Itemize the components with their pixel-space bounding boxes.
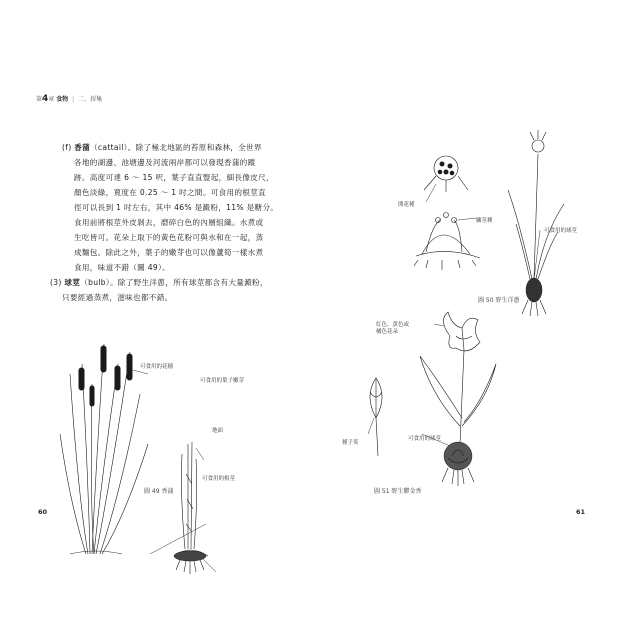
label-onion-edible-bulb: 可食用的球莖: [544, 228, 578, 234]
leader-bulblet: [458, 218, 476, 220]
text-line: 食用，味道不錯（圖 49）。: [74, 263, 171, 272]
text-line: 成麵包。除此之外，葉子的嫩芽也可以像蘆筍一樣水煮: [74, 248, 264, 257]
leader-tulip-flower: [434, 324, 444, 326]
label-bulblet: 鱗莖種: [476, 218, 493, 224]
label-edible-rootstock: 可食用的根莖: [202, 476, 236, 482]
text-line-content: （bulb）。除了野生洋蔥，所有球莖都含有大量澱粉，: [80, 278, 268, 287]
text-line: 只要經過蒸煮，滋味也都不錯。: [62, 293, 173, 302]
onion-flower-head-drawing: [424, 156, 468, 192]
onion-bulblet-clump-drawing: [414, 213, 480, 271]
text-line: 徑可以長到 1 吋左右，其中 46% 是澱粉，11% 是糖分。: [74, 203, 279, 212]
header-separator: |: [72, 96, 75, 103]
tulip-seed-pod-drawing: [370, 378, 382, 456]
figure-51-caption: 圖 51 野生鬱金香: [374, 488, 422, 495]
label-tulip-flower: 紅色、黃色或 橘色花朵: [376, 322, 410, 335]
leader-ground: [150, 524, 206, 554]
page-number-right: 61: [576, 508, 586, 516]
text-line: [44, 140, 310, 155]
left-page: [30, 94, 312, 526]
text-line: 跡。高度可達 6 ～ 15 呎，葉子直直豎起，細長像皮尺，: [74, 173, 274, 182]
right-page: [312, 94, 602, 526]
wild-onion-illustration: [312, 94, 602, 274]
label-tulip-edible-bulb: 可食用的球莖: [408, 436, 442, 442]
text-line: 顏色淡綠，寬度在 0.25 ～ 1 吋之間。可食用的根莖直: [74, 188, 266, 197]
chapter-prefix: 第: [36, 96, 43, 103]
label-ground: 地面: [212, 428, 224, 434]
figure-49-caption: 圖 49 香蒲: [144, 488, 174, 495]
label-edible-leaf-shoot: 可食用的葉子嫩芽: [200, 378, 245, 384]
text-line: 食用前將根莖外皮剝去，磨碎白色的內層組織。水煮或: [74, 218, 264, 227]
leader-flower: [133, 370, 148, 374]
cattail-shoot-drawing: [174, 442, 208, 574]
label-edible-flower-spike: 可食用的花穗: [140, 364, 174, 370]
text-line: 生吃皆可。花朵上取下的黃色花粉可與水和在一起，蒸: [74, 233, 264, 242]
page-number-left: 60: [38, 508, 48, 516]
label-seed-pod: 種子莢: [342, 440, 359, 446]
chapter-number: 4: [42, 94, 49, 104]
leader-flower-head: [426, 184, 436, 202]
text-line-content: （cattail）。除了極北地區的苔原和森林，全世界: [90, 143, 262, 152]
item-marker: (3): [50, 278, 62, 287]
body-text: [44, 140, 310, 305]
chapter-suffix: 章: [48, 96, 55, 103]
label-flower-head: 開花種: [398, 202, 415, 208]
chapter-title: 食物: [56, 96, 69, 103]
text-line: [44, 275, 310, 290]
leader-seed-pod: [368, 418, 374, 434]
tulip-plant-drawing: [420, 312, 496, 486]
figure-50-caption: 圖 50 野生洋蔥: [478, 297, 520, 304]
running-header: [36, 94, 102, 104]
text-line: 各地的湖邊、池塘邊及河流兩岸都可以發現香蒲的蹤: [74, 158, 256, 167]
term-bulb: 球莖: [64, 278, 81, 287]
paragraph-cattail: [44, 140, 310, 275]
term-cattail: 香蒲: [74, 143, 91, 152]
paragraph-bulb: [44, 275, 310, 305]
onion-plant-drawing: [508, 130, 564, 316]
item-marker: (f): [62, 143, 72, 152]
section-title: 二、採集: [78, 96, 103, 103]
leader-shoot: [196, 448, 204, 460]
wild-tulip-illustration: [312, 306, 602, 496]
cattail-clump-drawing: [60, 344, 148, 554]
